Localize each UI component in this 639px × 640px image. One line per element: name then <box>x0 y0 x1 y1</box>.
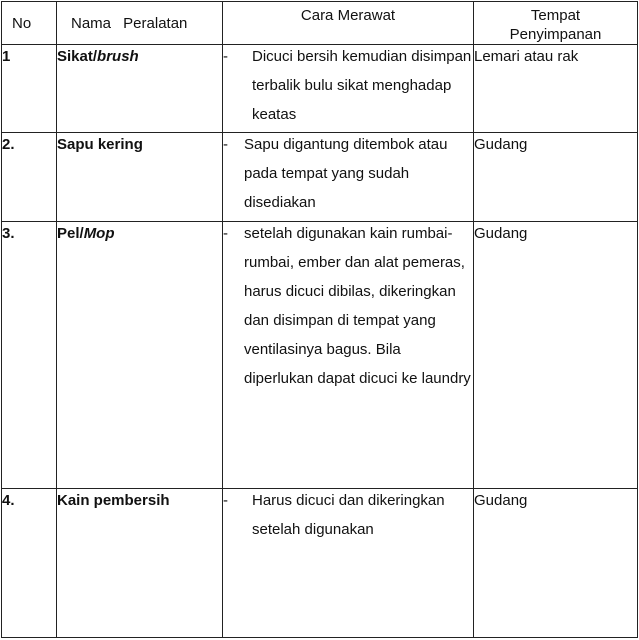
care-text: Sapu digantung ditembok atau pada tempat yang sudah disediakan <box>244 136 448 211</box>
storage-place: Gudang <box>474 489 638 638</box>
header-nama-peralatan: Nama Peralatan <box>57 2 223 45</box>
equipment-care-table <box>1 1 638 638</box>
care-text: setelah digunakan kain rumbai-rumbai, ember dan alat pemeras, harus dicuci dibilas, dikeringkan dan disimpan di tempat yang ventilasinya bagus. Bila diperlukan dapat dicuci ke laundry <box>244 225 471 387</box>
header-row <box>2 2 638 45</box>
care-text: Harus dicuci dan dikeringkan setelah digunakan <box>252 492 445 538</box>
equipment-name: Sapu kering <box>57 133 223 222</box>
header-tempat-penyimpanan: Tempat Penyimpanan <box>474 2 638 45</box>
storage-place: Lemari atau rak <box>474 45 638 133</box>
row-number: 1 <box>2 45 57 133</box>
care-instructions: - setelah digunakan kain rumbai-rumbai, ember dan alat pemeras, harus dicuci dibilas, dikeringkan dan disimpan di tempat yang ventilasinya bagus. Bila diperlukan dapat dicuci ke laundry <box>223 222 474 489</box>
table-row <box>2 222 638 489</box>
equipment-name: Pel/Mop <box>57 222 223 489</box>
care-instructions: - Dicuci bersih kemudian disimpan terbalik bulu sikat menghadap keatas <box>223 45 474 133</box>
table-row <box>2 489 638 638</box>
care-text: Dicuci bersih kemudian disimpan terbalik bulu sikat menghadap keatas <box>252 48 472 123</box>
equipment-name: Sikat/brush <box>57 45 223 133</box>
row-number: 4. <box>2 489 57 638</box>
table-row <box>2 133 638 222</box>
care-instructions: - Harus dicuci dan dikeringkan setelah digunakan <box>223 489 474 638</box>
storage-place: Gudang <box>474 133 638 222</box>
table-row <box>2 45 638 133</box>
equipment-name: Kain pembersih <box>57 489 223 638</box>
row-number: 3. <box>2 222 57 489</box>
header-cara-merawat: Cara Merawat <box>223 2 474 45</box>
header-no: No <box>2 2 57 45</box>
storage-place: Gudang <box>474 222 638 489</box>
row-number: 2. <box>2 133 57 222</box>
care-instructions: - Sapu digantung ditembok atau pada tempat yang sudah disediakan <box>223 133 474 222</box>
